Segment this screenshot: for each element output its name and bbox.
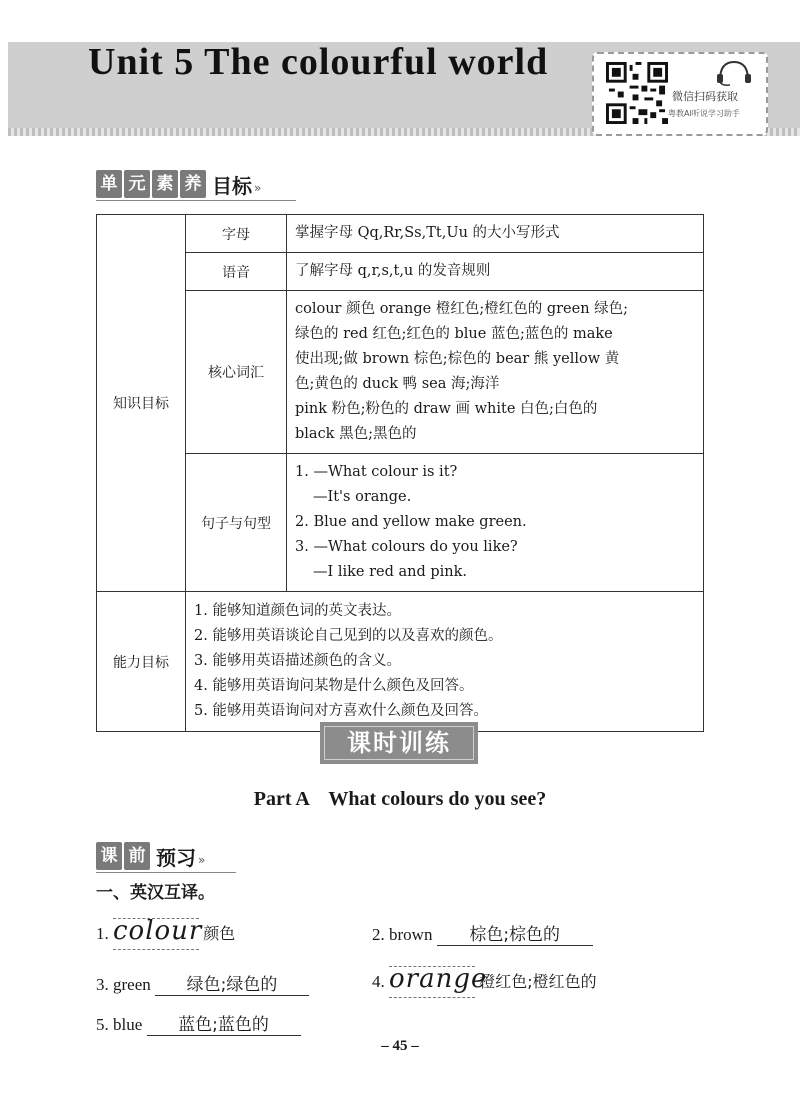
sentence-line: —It's orange. — [313, 489, 412, 505]
qr-code-panel[interactable] — [592, 52, 768, 136]
vocab-line: colour 颜色 orange 橙红色;橙红色的 green 绿色; — [295, 301, 629, 317]
goals-heading — [96, 168, 261, 200]
answer-field[interactable]: 绿色;绿色的 — [155, 970, 309, 996]
item-number: 3. — [96, 975, 109, 994]
goals-heading-underline — [96, 200, 296, 201]
lesson-training-label: 课时训练 — [320, 722, 478, 764]
goals-tag-char: 养 — [180, 170, 206, 198]
vocab-label: 核心词汇 — [186, 291, 287, 454]
preview-heading-underline — [96, 872, 236, 873]
vocab-line: black 黑色;黑色的 — [295, 426, 417, 442]
qr-code-icon[interactable] — [606, 62, 668, 124]
page-number: – 45 – — [381, 1038, 419, 1054]
headset-icon — [712, 58, 752, 86]
knowledge-goals-label: 知识目标 — [97, 215, 186, 592]
double-chevron-icon: » — [198, 853, 206, 867]
sentences-cell — [287, 454, 704, 592]
preview-tag-char: 课 — [96, 842, 122, 870]
goals-table — [96, 214, 704, 732]
letters-text: 掌握字母 Qq,Rr,Ss,Tt,Uu 的大小写形式 — [287, 215, 704, 253]
answer-field[interactable]: orange — [389, 964, 488, 994]
item-suffix: 橙红色;橙红色的 — [479, 972, 597, 991]
ability-line: 5. 能够用英语询问对方喜欢什么颜色及回答。 — [194, 703, 488, 719]
preview-heading-text: 预习 — [156, 845, 196, 870]
sentences-label: 句子与句型 — [186, 454, 287, 592]
item-number: 1. — [96, 924, 109, 943]
sentence-line: 1. —What colour is it? — [295, 464, 458, 480]
vocab-line: 色;黄色的 duck 鸭 sea 海;海洋 — [295, 376, 500, 392]
vocab-cell — [287, 291, 704, 454]
goals-tag-char: 素 — [152, 170, 178, 198]
exercise-item-2 — [372, 920, 593, 946]
preview-heading — [96, 840, 205, 872]
answer-field[interactable]: 棕色;棕色的 — [437, 920, 593, 946]
exercise-title: 一、英汉互译。 — [96, 883, 215, 903]
item-suffix: 颜色 — [203, 924, 236, 943]
ability-line: 1. 能够知道颜色词的英文表达。 — [194, 603, 401, 619]
item-prompt: blue — [113, 1015, 143, 1034]
exercise-item-4 — [372, 964, 597, 994]
qr-caption: 微信扫码获取 — [672, 90, 738, 103]
goals-tag-char: 单 — [96, 170, 122, 198]
unit-title: Unit 5 The colourful world — [88, 41, 549, 83]
letters-label: 字母 — [186, 215, 287, 253]
item-number: 2. — [372, 925, 385, 944]
goals-heading-text: 目标 — [212, 173, 252, 198]
answer-field[interactable]: 蓝色;蓝色的 — [147, 1010, 301, 1036]
sentence-line: 2. Blue and yellow make green. — [295, 514, 527, 530]
vocab-line: 绿色的 red 红色;红色的 blue 蓝色;蓝色的 make — [295, 326, 613, 342]
exercise-item-3 — [96, 970, 309, 996]
double-chevron-icon: » — [254, 181, 262, 195]
vocab-line: 使出现;做 brown 棕色;棕色的 bear 熊 yellow 黄 — [295, 351, 620, 367]
item-prompt: green — [113, 975, 151, 994]
ability-goals-label: 能力目标 — [97, 592, 186, 732]
vocab-line: pink 粉色;粉色的 draw 画 white 白色;白色的 — [295, 401, 598, 417]
goals-tag-char: 元 — [124, 170, 150, 198]
qr-subcaption: 粤教AI听说学习助手 — [668, 109, 740, 118]
ability-line: 2. 能够用英语谈论自己见到的以及喜欢的颜色。 — [194, 628, 503, 644]
ability-line: 3. 能够用英语描述颜色的含义。 — [194, 653, 401, 669]
ability-line: 4. 能够用英语询问某物是什么颜色及回答。 — [194, 678, 474, 694]
item-number: 4. — [372, 972, 385, 991]
exercise-item-5 — [96, 1010, 301, 1036]
answer-field[interactable]: colour — [113, 916, 203, 946]
sentence-line: —I like red and pink. — [313, 564, 468, 580]
phonics-label: 语音 — [186, 253, 287, 291]
phonics-text: 了解字母 q,r,s,t,u 的发音规则 — [287, 253, 704, 291]
ability-cell — [186, 592, 704, 732]
preview-tag-char: 前 — [124, 842, 150, 870]
sentence-line: 3. —What colours do you like? — [295, 539, 518, 555]
item-number: 5. — [96, 1015, 109, 1034]
part-title: Part A What colours do you see? — [253, 788, 547, 810]
item-prompt: brown — [389, 925, 433, 944]
exercise-item-1 — [96, 916, 235, 946]
